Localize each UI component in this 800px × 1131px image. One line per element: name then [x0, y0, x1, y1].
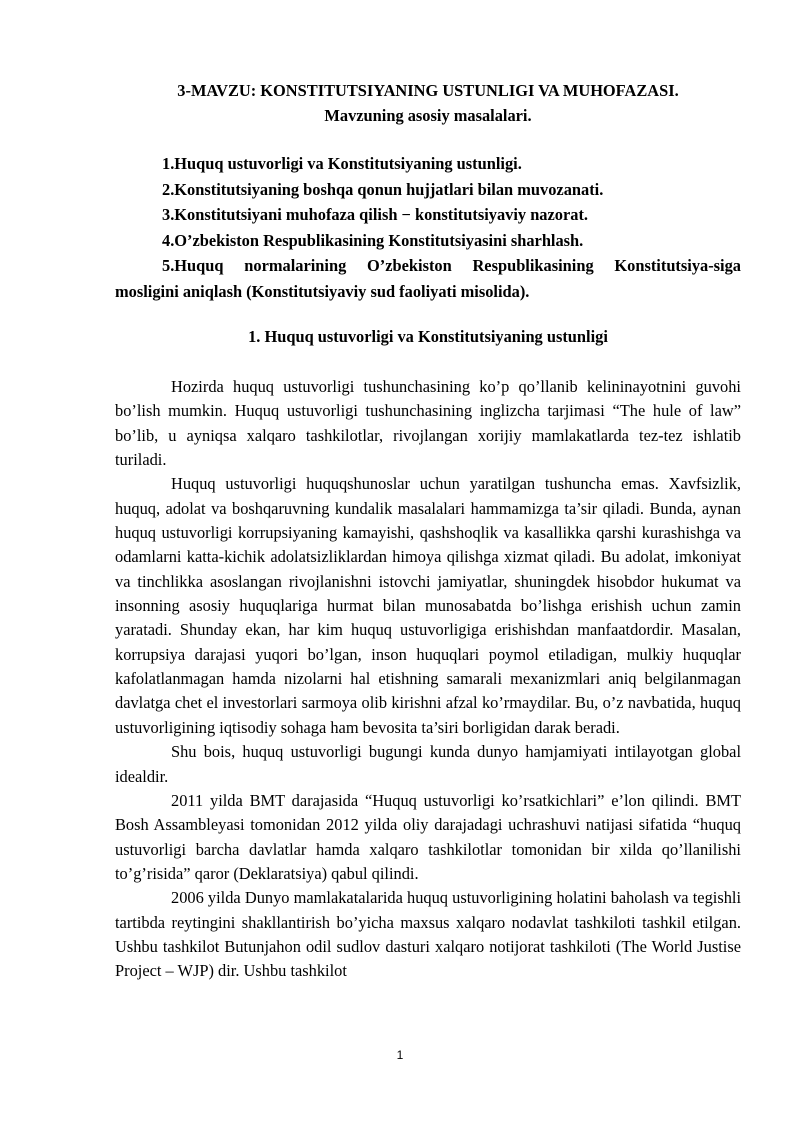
title-line-1: 3-MAVZU: KONSTITUTSIYANING USTUNLIGI VA MUHOFAZASI. — [177, 81, 679, 100]
paragraph-3: Shu bois, huquq ustuvorligi bugungi kunda dunyo hamjamiyati intilayotgan global idealdir. — [115, 742, 741, 786]
title-line-2: Mavzuning asosiy masalalari. — [324, 106, 532, 125]
topic-item-3: 3.Konstitutsiyani muhofaza qilish − konstitutsiyaviy nazorat. — [162, 205, 588, 225]
document-title — [115, 78, 741, 128]
paragraph-2: Huquq ustuvorligi huquqshunoslar uchun yaratilgan tushuncha emas. Xavfsizlik, huquq, adolat va boshqaruvning kundalik masalalari hammamizga ta’sir qiladi. Bunda, aynan huquq ustuvorligi korrupsiyaning kamayishi, qashshoqlik va kasallikka qarshi kurashishga va odamlarni katta-kichik adolatsizliklardan himoya qilishga xizmat qiladi. Bu adolat, imkoniyat va tinchlikka asoslangan rivojlanishni istovchi jamiyatlar, shuningdek hisobdor hukumat va insonning asosiy huquqlariga hurmat bilan munosabatda bo’lishga erishish uchun zamin yaratadi. Shunday ekan, har kim huquq ustuvorligiga erishishdan manfaatdordir. Masalan, korrupsiya darajasi yuqori bo’lgan, inson huquqlari poymol etiladigan, mulkiy huquqlar kafolatlanmagan hamda nizolarni hal etishning samarali mexanizmlari aniq belgilanmagan davlatga chet el investorlari sarmoya olib kirishni afzal ko’rmaydilar. Bu, o’z navbatida, huquq ustuvorligining iqtisodiy sohaga ham bevosita ta’siri borligidan darak beradi. — [115, 474, 741, 737]
topics-list — [115, 151, 741, 305]
paragraph-4: 2011 yilda BMT darajasida “Huquq ustuvorligi ko’rsatkichlari” e’lon qilindi. BMT Bosh Assambleyasi tomonidan 2012 yilda oliy darajadagi uchrashuvi natijasi sifatida “huquq ustuvorligi barcha davlatlar hamda xalqaro tashkilotlar tomonidan bir xilda qo’llanilishi to’g’risida” qaror (Deklaratsiya) qabul qilindi. — [115, 790, 741, 883]
page-number: 1 — [396, 1048, 404, 1062]
topic-item-5: 5.Huquq normalarining O’zbekiston Respublikasining Konstitutsiya-siga mosligini aniqlash (Konstitutsiyaviy sud faoliyati misolida). — [115, 256, 741, 301]
paragraph-1: Hozirda huquq ustuvorligi tushunchasining ko’p qo’llanib kelininayotnini guvohi bo’lish mumkin. Huquq ustuvorligi tushunchasining inglizcha tarjimasi “The hule of law” bo’lib, u ayniqsa xalqaro tashkilotlar, rivojlangan xorijiy mamlakatlarda tez-tez ishlatib turiladi. — [115, 377, 741, 470]
body-text — [115, 375, 741, 984]
topic-item-2: 2.Konstitutsiyaning boshqa qonun hujjatlari bilan muvozanati. — [162, 179, 604, 199]
topic-item-4: 4.O’zbekiston Respublikasining Konstitutsiyasini sharhlash. — [162, 230, 584, 250]
topic-item-1: 1.Huquq ustuvorligi va Konstitutsiyaning ustunligi. — [162, 154, 522, 173]
section-heading: 1. Huquq ustuvorligi va Konstitutsiyaning ustunligi — [248, 327, 608, 346]
paragraph-5: 2006 yilda Dunyo mamlakatalarida huquq ustuvorligining holatini baholash va tegishli tartibda reytingini shakllantirish bo’yicha maxsus xalqaro nodavlat tashkiloti tashkil etilgan. Ushbu tashkilot Butunjahon odil sudlov dasturi xalqaro notijorat tashkiloti (The World Justise Project – WJP) dir. Ushbu tashkilot — [115, 888, 741, 981]
